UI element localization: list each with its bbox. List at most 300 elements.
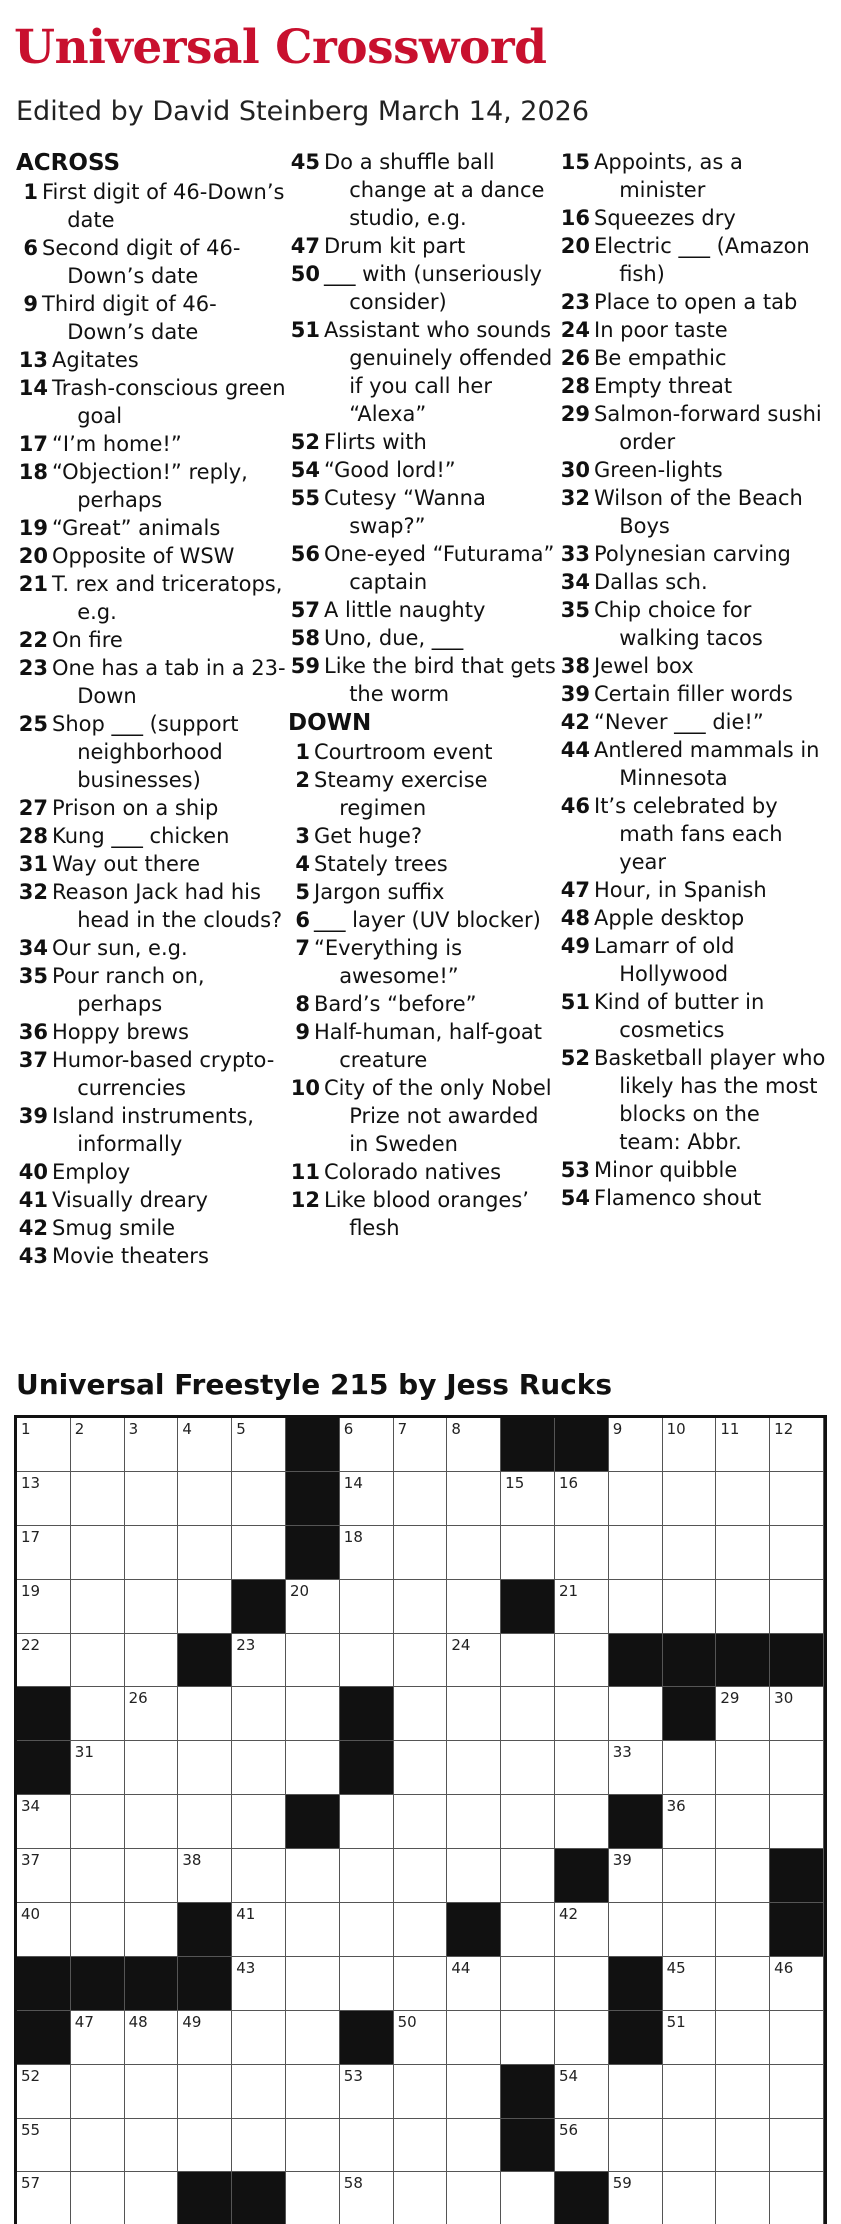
grid-cell[interactable]: [286, 1687, 340, 1741]
clue-item[interactable]: [288, 624, 558, 652]
clue-item[interactable]: [288, 148, 558, 232]
grid-cell[interactable]: [663, 1741, 717, 1795]
grid-cell[interactable]: [501, 2172, 555, 2224]
grid-cell[interactable]: [663, 1849, 717, 1903]
grid-cell[interactable]: [609, 1849, 663, 1903]
grid-cell[interactable]: [17, 1903, 71, 1957]
grid-cell[interactable]: [340, 1472, 394, 1526]
grid-cell[interactable]: [447, 2119, 501, 2173]
grid-cell[interactable]: [447, 1418, 501, 1472]
grid-cell[interactable]: [17, 1418, 71, 1472]
clue-item[interactable]: [558, 372, 828, 400]
grid-cell[interactable]: [770, 1687, 824, 1741]
clue-item[interactable]: [16, 514, 286, 542]
across-clue-list-continued: [288, 148, 558, 708]
grid-cell[interactable]: [340, 1957, 394, 2011]
grid-cell[interactable]: [609, 1472, 663, 1526]
grid-cell[interactable]: [286, 1634, 340, 1688]
clue-item[interactable]: [558, 736, 828, 792]
clue-item[interactable]: [288, 1158, 558, 1186]
grid-cell[interactable]: [178, 1418, 232, 1472]
clue-item[interactable]: [288, 990, 558, 1018]
grid-cell[interactable]: [71, 1634, 125, 1688]
grid-cell[interactable]: [71, 1580, 125, 1634]
grid-cell[interactable]: [501, 1957, 555, 2011]
grid-cell[interactable]: [501, 1526, 555, 1580]
grid-block: [286, 1418, 340, 1472]
grid-cell[interactable]: [125, 1580, 179, 1634]
grid-cell[interactable]: [447, 1580, 501, 1634]
grid-cell[interactable]: [447, 1741, 501, 1795]
grid-cell[interactable]: [286, 1849, 340, 1903]
clue-item[interactable]: [558, 288, 828, 316]
grid-cell[interactable]: [770, 1418, 824, 1472]
grid-cell[interactable]: [663, 2172, 717, 2224]
grid-cell[interactable]: [125, 2172, 179, 2224]
grid-cell[interactable]: [17, 1849, 71, 1903]
clue-item[interactable]: [16, 934, 286, 962]
clue-text: “I’m home!”: [52, 432, 182, 456]
grid-cell[interactable]: [17, 1795, 71, 1849]
grid-cell[interactable]: [663, 1526, 717, 1580]
clue-item[interactable]: [558, 876, 828, 904]
clue-item[interactable]: [558, 596, 828, 652]
clue-item[interactable]: [288, 652, 558, 708]
grid-cell[interactable]: [178, 2065, 232, 2119]
grid-cell[interactable]: [770, 2172, 824, 2224]
grid-cell[interactable]: [716, 2065, 770, 2119]
grid-cell[interactable]: [501, 1795, 555, 1849]
grid-cell[interactable]: [232, 2011, 286, 2065]
clue-number: 23: [560, 290, 590, 314]
clue-number: 59: [290, 654, 320, 678]
grid-block: [178, 2172, 232, 2224]
clue-item[interactable]: [558, 316, 828, 344]
clue-item[interactable]: [558, 456, 828, 484]
clue-item[interactable]: [558, 988, 828, 1044]
grid-cell[interactable]: [770, 2119, 824, 2173]
clue-item[interactable]: [558, 904, 828, 932]
grid-cell[interactable]: [125, 1526, 179, 1580]
grid-cell[interactable]: [663, 1957, 717, 2011]
clue-item[interactable]: [16, 626, 286, 654]
clue-item[interactable]: [16, 178, 286, 234]
grid-cell[interactable]: [770, 1580, 824, 1634]
grid-cell[interactable]: [394, 1741, 448, 1795]
grid-cell[interactable]: [71, 1526, 125, 1580]
clue-item[interactable]: [558, 344, 828, 372]
grid-cell[interactable]: [609, 1687, 663, 1741]
clue-item[interactable]: [16, 710, 286, 794]
grid-cell[interactable]: [716, 1526, 770, 1580]
grid-cell[interactable]: [447, 1957, 501, 2011]
grid-cell[interactable]: [232, 1634, 286, 1688]
grid-cell[interactable]: [17, 1526, 71, 1580]
clue-item[interactable]: [16, 1242, 286, 1270]
clue-item[interactable]: [16, 346, 286, 374]
clue-text: Uno, due, ___: [324, 626, 464, 650]
grid-block: [447, 1903, 501, 1957]
grid-cell[interactable]: [770, 1526, 824, 1580]
grid-cell[interactable]: [125, 2065, 179, 2119]
grid-cell[interactable]: [178, 2011, 232, 2065]
clue-item[interactable]: [16, 822, 286, 850]
clue-item[interactable]: [16, 850, 286, 878]
grid-cell[interactable]: [447, 2065, 501, 2119]
grid-cell[interactable]: [232, 1418, 286, 1472]
cell-number: 17: [21, 1527, 41, 1546]
grid-block: [609, 1957, 663, 2011]
clue-item[interactable]: [16, 878, 286, 934]
clue-item[interactable]: [558, 1156, 828, 1184]
grid-cell[interactable]: [716, 1687, 770, 1741]
grid-cell[interactable]: [340, 2172, 394, 2224]
clue-item[interactable]: [288, 232, 558, 260]
grid-cell[interactable]: [663, 2011, 717, 2065]
grid-cell[interactable]: [555, 1741, 609, 1795]
grid-cell[interactable]: [555, 1580, 609, 1634]
grid-cell[interactable]: [555, 1795, 609, 1849]
grid-cell[interactable]: [17, 1472, 71, 1526]
grid-cell[interactable]: [501, 1472, 555, 1526]
grid-cell[interactable]: [501, 1849, 555, 1903]
clue-text: Jewel box: [594, 654, 694, 678]
clue-item[interactable]: [288, 878, 558, 906]
grid-cell[interactable]: [232, 1957, 286, 2011]
cell-number: 11: [720, 1420, 740, 1438]
grid-cell[interactable]: [609, 1526, 663, 1580]
grid-cell[interactable]: [232, 2119, 286, 2173]
grid-cell[interactable]: [555, 2011, 609, 2065]
clue-item[interactable]: [288, 316, 558, 428]
grid-cell[interactable]: [340, 1634, 394, 1688]
clue-text: Dallas sch.: [594, 570, 708, 594]
clue-item[interactable]: [558, 932, 828, 988]
clue-item[interactable]: [16, 542, 286, 570]
grid-cell[interactable]: [770, 2065, 824, 2119]
clue-item[interactable]: [288, 484, 558, 540]
grid-cell[interactable]: [716, 1418, 770, 1472]
grid-cell[interactable]: [232, 1741, 286, 1795]
clue-item[interactable]: [288, 540, 558, 596]
grid-cell[interactable]: [125, 2119, 179, 2173]
grid-cell[interactable]: [447, 1526, 501, 1580]
grid-cell[interactable]: [716, 1903, 770, 1957]
grid-cell[interactable]: [125, 1849, 179, 1903]
clue-item[interactable]: [16, 430, 286, 458]
grid-cell[interactable]: [340, 1580, 394, 1634]
clue-item[interactable]: [16, 794, 286, 822]
cell-number: 50: [397, 2012, 417, 2031]
grid-cell[interactable]: [125, 1741, 179, 1795]
grid-cell[interactable]: [178, 1472, 232, 1526]
grid-cell[interactable]: [178, 1687, 232, 1741]
clue-item[interactable]: [288, 766, 558, 822]
grid-cell[interactable]: [340, 1418, 394, 1472]
grid-cell[interactable]: [340, 1849, 394, 1903]
clue-item[interactable]: [288, 1074, 558, 1158]
grid-cell[interactable]: [555, 2119, 609, 2173]
grid-cell[interactable]: [501, 1903, 555, 1957]
grid-cell[interactable]: [609, 1741, 663, 1795]
grid-cell[interactable]: [286, 1580, 340, 1634]
grid-cell[interactable]: [555, 1903, 609, 1957]
cell-number: 22: [21, 1635, 41, 1654]
grid-cell[interactable]: [125, 2011, 179, 2065]
grid-cell[interactable]: [663, 1418, 717, 1472]
grid-cell[interactable]: [394, 1795, 448, 1849]
grid-cell[interactable]: [447, 1795, 501, 1849]
grid-cell[interactable]: [178, 1849, 232, 1903]
clue-item[interactable]: [558, 400, 828, 456]
grid-cell[interactable]: [716, 1795, 770, 1849]
grid-block: [555, 1418, 609, 1472]
grid-cell[interactable]: [125, 1634, 179, 1688]
grid-cell[interactable]: [663, 1580, 717, 1634]
grid-cell[interactable]: [394, 2172, 448, 2224]
grid-block: [286, 1472, 340, 1526]
grid-cell[interactable]: [340, 1903, 394, 1957]
grid-cell[interactable]: [770, 1795, 824, 1849]
grid-cell[interactable]: [178, 2119, 232, 2173]
grid-cell[interactable]: [447, 2172, 501, 2224]
grid-cell[interactable]: [663, 1472, 717, 1526]
clue-item[interactable]: [16, 1158, 286, 1186]
grid-cell[interactable]: [394, 1526, 448, 1580]
clue-number: 45: [290, 150, 320, 174]
grid-cell[interactable]: [555, 1526, 609, 1580]
clue-text: Hour, in Spanish: [594, 878, 767, 902]
clue-item[interactable]: [558, 540, 828, 568]
grid-cell[interactable]: [394, 1957, 448, 2011]
grid-cell[interactable]: [71, 1849, 125, 1903]
grid-cell[interactable]: [340, 2119, 394, 2173]
cell-number: 58: [343, 2174, 363, 2193]
grid-cell[interactable]: [286, 2119, 340, 2173]
clue-item[interactable]: [558, 484, 828, 540]
clue-item[interactable]: [558, 1184, 828, 1212]
grid-cell[interactable]: [125, 1687, 179, 1741]
grid-cell[interactable]: [447, 1687, 501, 1741]
clue-text: Half-human, half-goat creature: [314, 1020, 543, 1072]
grid-cell[interactable]: [286, 1741, 340, 1795]
grid-cell[interactable]: [394, 1849, 448, 1903]
grid-cell[interactable]: [555, 2065, 609, 2119]
grid-cell[interactable]: [394, 1472, 448, 1526]
grid-cell[interactable]: [663, 1903, 717, 1957]
grid-block: [663, 1687, 717, 1741]
grid-cell[interactable]: [232, 1472, 286, 1526]
grid-cell[interactable]: [447, 1849, 501, 1903]
grid-block: [555, 1849, 609, 1903]
clue-item[interactable]: [16, 290, 286, 346]
grid-cell[interactable]: [501, 2011, 555, 2065]
grid-cell[interactable]: [770, 1472, 824, 1526]
grid-cell[interactable]: [17, 2172, 71, 2224]
grid-cell[interactable]: [609, 2065, 663, 2119]
grid-cell[interactable]: [555, 1687, 609, 1741]
grid-cell[interactable]: [340, 2065, 394, 2119]
clue-item[interactable]: [288, 456, 558, 484]
grid-cell[interactable]: [770, 2011, 824, 2065]
grid-cell[interactable]: [716, 2119, 770, 2173]
clue-text: Bard’s “before”: [314, 992, 477, 1016]
grid-cell[interactable]: [716, 2011, 770, 2065]
grid-cell[interactable]: [125, 1795, 179, 1849]
clue-item[interactable]: [288, 428, 558, 456]
clue-item[interactable]: [558, 680, 828, 708]
clue-item[interactable]: [288, 1018, 558, 1074]
clue-item[interactable]: [558, 204, 828, 232]
grid-cell[interactable]: [232, 1687, 286, 1741]
clue-number: 54: [290, 458, 320, 482]
clue-item[interactable]: [558, 652, 828, 680]
grid-cell[interactable]: [716, 1957, 770, 2011]
grid-cell[interactable]: [609, 1580, 663, 1634]
grid-cell[interactable]: [394, 1687, 448, 1741]
grid-cell[interactable]: [71, 1795, 125, 1849]
grid-cell[interactable]: [286, 2011, 340, 2065]
clue-item[interactable]: [558, 708, 828, 736]
grid-cell[interactable]: [609, 1903, 663, 1957]
clue-text: Shop ___ (support neighborhood businesses): [52, 712, 239, 792]
clue-item[interactable]: [16, 1186, 286, 1214]
grid-cell[interactable]: [178, 1526, 232, 1580]
grid-cell[interactable]: [71, 2172, 125, 2224]
grid-cell[interactable]: [125, 1418, 179, 1472]
grid-cell[interactable]: [71, 2065, 125, 2119]
grid-cell[interactable]: [71, 1741, 125, 1795]
clue-item[interactable]: [16, 234, 286, 290]
grid-cell[interactable]: [71, 1687, 125, 1741]
clue-item[interactable]: [288, 822, 558, 850]
grid-cell[interactable]: [232, 1795, 286, 1849]
crossword-grid[interactable]: [14, 1415, 827, 2224]
clue-text: Prison on a ship: [52, 796, 219, 820]
clue-item[interactable]: [16, 1214, 286, 1242]
grid-cell[interactable]: [178, 1741, 232, 1795]
down-clue-list: [288, 738, 558, 1242]
clue-item[interactable]: [558, 568, 828, 596]
grid-cell[interactable]: [555, 1634, 609, 1688]
grid-cell[interactable]: [394, 1580, 448, 1634]
grid-cell[interactable]: [609, 2119, 663, 2173]
clue-item[interactable]: [16, 570, 286, 626]
grid-cell[interactable]: [716, 1849, 770, 1903]
clue-item[interactable]: [16, 654, 286, 710]
grid-cell[interactable]: [716, 1580, 770, 1634]
grid-cell[interactable]: [716, 2172, 770, 2224]
grid-cell[interactable]: [71, 1903, 125, 1957]
clue-item[interactable]: [16, 374, 286, 430]
grid-cell[interactable]: [232, 1526, 286, 1580]
clue-item[interactable]: [558, 1044, 828, 1156]
grid-cell[interactable]: [125, 1472, 179, 1526]
clue-item[interactable]: [288, 906, 558, 934]
clue-item[interactable]: [288, 738, 558, 766]
cell-number: 47: [74, 2012, 94, 2031]
grid-cell[interactable]: [125, 1903, 179, 1957]
grid-cell[interactable]: [286, 1903, 340, 1957]
clue-item[interactable]: [288, 934, 558, 990]
clue-item[interactable]: [288, 850, 558, 878]
clue-item[interactable]: [16, 962, 286, 1018]
grid-cell[interactable]: [716, 1472, 770, 1526]
grid-cell[interactable]: [71, 1472, 125, 1526]
clue-number: 24: [560, 318, 590, 342]
clue-text: Certain filler words: [594, 682, 793, 706]
grid-cell[interactable]: [178, 1795, 232, 1849]
clue-item[interactable]: [288, 1186, 558, 1242]
grid-cell[interactable]: [394, 2119, 448, 2173]
grid-cell[interactable]: [232, 1903, 286, 1957]
clue-item[interactable]: [16, 1102, 286, 1158]
grid-cell[interactable]: [394, 1634, 448, 1688]
grid-cell[interactable]: [232, 2065, 286, 2119]
grid-cell[interactable]: [663, 2065, 717, 2119]
grid-cell[interactable]: [609, 2172, 663, 2224]
grid-cell[interactable]: [716, 1741, 770, 1795]
grid-cell[interactable]: [555, 1957, 609, 2011]
across-clue-list: [16, 178, 286, 1270]
grid-cell[interactable]: [501, 1741, 555, 1795]
grid-cell[interactable]: [17, 2065, 71, 2119]
grid-cell[interactable]: [770, 1741, 824, 1795]
grid-cell[interactable]: [178, 1580, 232, 1634]
grid-cell[interactable]: [232, 1849, 286, 1903]
grid-cell[interactable]: [71, 1418, 125, 1472]
grid-block: [125, 1957, 179, 2011]
grid-cell[interactable]: [447, 1472, 501, 1526]
grid-cell[interactable]: [17, 1580, 71, 1634]
grid-cell[interactable]: [501, 1634, 555, 1688]
grid-cell[interactable]: [394, 1903, 448, 1957]
grid-block: [286, 1526, 340, 1580]
grid-cell[interactable]: [609, 1418, 663, 1472]
clue-item[interactable]: [16, 458, 286, 514]
clue-item[interactable]: [288, 260, 558, 316]
grid-cell[interactable]: [17, 1634, 71, 1688]
grid-cell[interactable]: [394, 2011, 448, 2065]
grid-cell[interactable]: [447, 1634, 501, 1688]
grid-cell[interactable]: [394, 1418, 448, 1472]
clue-item[interactable]: [558, 148, 828, 204]
clue-item[interactable]: [16, 1046, 286, 1102]
grid-cell[interactable]: [286, 2172, 340, 2224]
clue-number: 6: [295, 908, 310, 932]
grid-cell[interactable]: [340, 1526, 394, 1580]
clue-item[interactable]: [558, 792, 828, 876]
grid-cell[interactable]: [286, 2065, 340, 2119]
clue-item[interactable]: [558, 232, 828, 288]
clue-item[interactable]: [288, 596, 558, 624]
grid-cell[interactable]: [17, 2119, 71, 2173]
clue-number: 52: [290, 430, 320, 454]
grid-cell[interactable]: [71, 2011, 125, 2065]
grid-cell[interactable]: [286, 1957, 340, 2011]
grid-cell[interactable]: [501, 1687, 555, 1741]
grid-cell[interactable]: [340, 1795, 394, 1849]
grid-cell[interactable]: [770, 1957, 824, 2011]
clue-number: 49: [560, 934, 590, 958]
grid-cell[interactable]: [447, 2011, 501, 2065]
grid-cell[interactable]: [663, 1795, 717, 1849]
grid-cell[interactable]: [394, 2065, 448, 2119]
grid-cell[interactable]: [71, 2119, 125, 2173]
grid-cell[interactable]: [663, 2119, 717, 2173]
clue-item[interactable]: [16, 1018, 286, 1046]
grid-cell[interactable]: [555, 1472, 609, 1526]
